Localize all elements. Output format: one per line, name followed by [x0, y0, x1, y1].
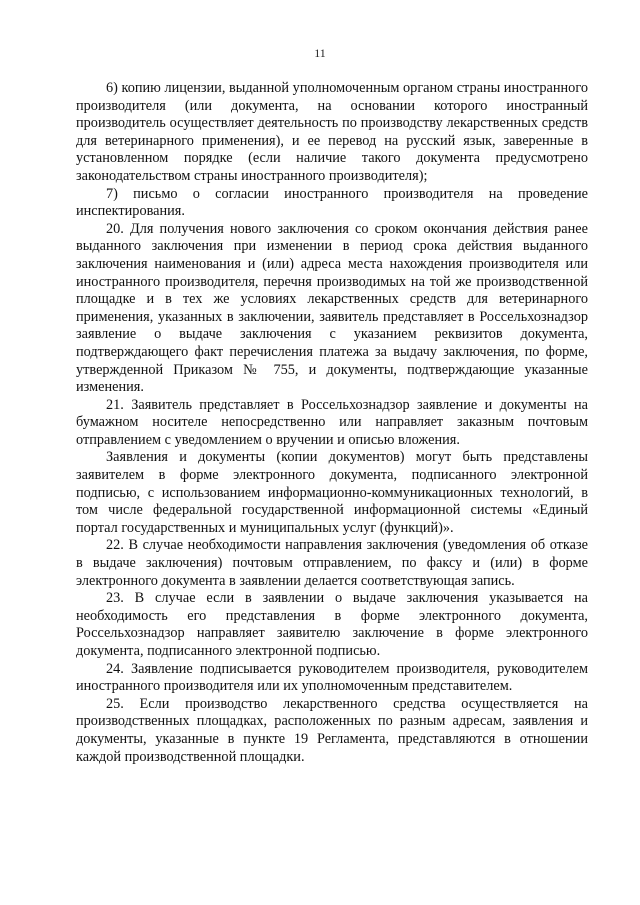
page-number: 11	[314, 46, 326, 60]
paragraph-23: 23. В случае если в заявлении о выдаче заключения указывается на необходимость его представления в форме электронного документа, Россельхознадзор направляет заявителю заключение в форме электронного документа, подписанного электронной подписью.	[76, 590, 588, 659]
paragraph-25: 25. Если производство лекарственного средства осуществляется на производственных площадках, расположенных по разным адресам, заявления и документы, указанные в пункте 19 Регламента, представляются в отношении каждой производственной площадки.	[76, 695, 588, 765]
paragraph-21: 21. Заявитель представляет в Россельхознадзор заявление и документы на бумажном носителе непосредственно или направляет заказным почтовым отправлением с уведомлением о вручении и описью вложения.	[76, 396, 588, 448]
paragraph-24: 24. Заявление подписывается руководителем производителя, руководителем иностранного производителя или их уполномоченным представителем.	[76, 660, 588, 695]
paragraph-20: 20. Для получения нового заключения со сроком окончания действия ранее выданного заключения при изменении в период срока действия выданного заключения наименования и (или) адреса места нахождения производителя или иностранного производителя, перечня производимых на той же производственной площадке и в тех же условиях лекарственных средств для ветеринарного применения, указанных в заключении, заявитель представляет в Россельхознадзор заявление о выдаче заключения с указанием реквизитов документа, подтверждающего факт перечисления платежа за выдачу заключения, по форме, утвержденной Приказом № 755, и документы, подтверждающие указанные изменения.	[76, 220, 588, 396]
paragraph-22: 22. В случае необходимости направления заключения (уведомления об отказе в выдаче заключения) почтовым отправлением, по факсу и (или) в форме электронного документа в заявлении делается соответствующая запись.	[76, 537, 588, 589]
paragraph-item-6: 6) копию лицензии, выданной уполномоченным органом страны иностранного производителя (или документа, на основании которого иностранный производитель осуществляет деятельность по производству лекарственных средств для ветеринарного применения), и ее перевод на русский язык, заверенные в установленном порядке (если наличие такого документа предусмотрено законодательством страны иностранного производителя);	[76, 80, 588, 184]
paragraph-item-7: 7) письмо о согласии иностранного производителя на проведение инспектирования.	[76, 185, 588, 220]
document-body	[76, 80, 588, 766]
paragraph-21-electronic: Заявления и документы (копии документов) могут быть представлены заявителем в форме электронного документа, подписанного электронной подписью, с использованием информационно-коммуникационных технологий, в том числе федеральной государственной информационной системы «Единый портал государственных и муниципальных услуг (функций)».	[76, 449, 588, 536]
